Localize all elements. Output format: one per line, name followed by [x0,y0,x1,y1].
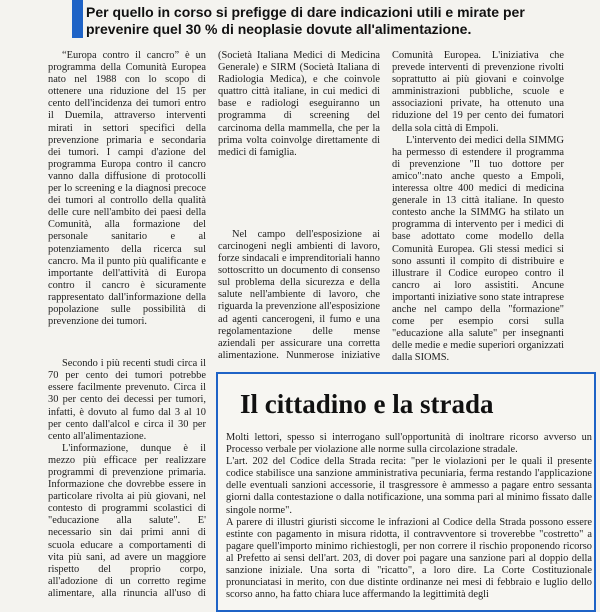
paragraph: L'art. 202 del Codice della Strada recita: "per le violazioni per le quali il presente codice stabilisce una sanzione amministrativa pecuniaria, ferma restando l'applicazione delle eventuali sanzioni accessorie, il trasgressore è ammesso a pagare entro sessanta giorni dalla contestazione o dalla notificazione, una somma pari al minimo fissato dalle singole norme". [226,456,592,516]
paragraph: Nel campo dell'esposizione ai carcinogeni negli ambienti di lavoro, forze sindacali e imprenditoriali hanno sottoscritto un documento di consenso sul problema della sicurezza e della salute nell'ambiente di lavoro, che riguarda la prevenzione all'esposizione ad agenti cancerogeni, il fumo e una regolamentazione delle mense aziendali per assicurare una corretta alimentazione. Nunmerose iniziative [218,228,380,360]
article-column-3 [392,50,564,366]
paragraph: A parere di illustri giuristi siccome le infrazioni al Codice della Strada possono essere estinte con pagamento in misura ridotta, il contravventore si troverebbe "costretto" a pagare quell'importo minimo richiestogli, per non correre il rischio proponendo ricorso al Prefetto ai sensi dell'art. 203, di dover poi pagare una sanzione pari al doppio della sanzione iniziale. Una sorta di "ricatto", a loro dire. La Corte Costituzionale pronunciatasi in merito, con due distinte ordinanze nei mesi di febbraio e luglio dello scorso anno, ha fatto chiara luce affermando la legittimità degli [226,516,592,601]
box-body [226,432,592,601]
article-column-1 [48,50,206,600]
paragraph: (Società Italiana Medici di Medicina Generale) e SIRM (Società Italiana di Radiologia Medica), e che coinvole quattro città italiane, in cui medici di base e radiologi eseguiranno un programma di screening del carcinoma della mammella, che per la prima volta coinvolge direttamente di medici di famiglia. [218,50,380,158]
sidebar-article-box [216,372,596,612]
paragraph: “Europa contro il cancro” è un programma della Comunità Europea nato nel 1988 con lo scopo di ottenere una riduzione del 15 per cento dell'incidenza dei tumori entro il Duemila, attraverso interventi mirati in settori specifici della prevenzione primaria e secondaria dei tumori. I campi d'azione del programma Europa contro il cancro vanno dalla diffusione di protocolli per lo screening e la diagnosi precoce dei tumori al controllo della qualità delle cure nell'ambito dei paesi della Comunità, alla formazione del personale sanitario e al potenziamento della ricerca sul cancro. Ma il punto più qualificante e importante dell'attività di Europa contro il cancro è sicuramente rappresentato dall'informazione della popolazione sulle possibilità di prevenzione dei tumori. [48,50,206,328]
paragraph: Secondo i più recenti studi circa il 70 per cento dei tumori potrebbe essere facilmente prevenuto. Circa il 30 per cento dei decessi per tumori, infatti, è dovuto al fumo dal 3 al 10 per cento dall'alcol e circa il 30 per cento all'alimentazione. [48,358,206,442]
box-title: Il cittadino e la strada [240,389,494,419]
paragraph: L'informazione, dunque è il mezzo più efficace per realizzare programmi di prevenzione primaria. Informazione che dovrebbe essere in particolare rivolta ai più giovani, nel contesto di programmi scolastici di "educazione alla salute". E' necessario sin dai primi anni di scuola educare a comportamenti di vita più sani, ad avere un maggiore rispetto del proprio corpo, all'adozione di un corretto regime alimentare, alla rinuncia all'uso di [48,442,206,599]
accent-bar [72,0,83,38]
paragraph: L'intervento dei medici della SIMMG ha permesso di estendere il programma di prevenzione "Il tuo dottore per amico":nato anche questo a Empoli, interessa oltre 400 medici di medicina generale in 13 città italiane. In questo contesto anche la SIMMG ha stilato un programma di intervento per i medici di base adottato come modello della Comunità Europea. Gli stessi medici si sono assunti il compito di distribuire e illustrare il Codice europeo contro il cancro ai loro assistiti. Ancune importanti iniziative sono state intraprese anche nel campo della "formazione" come per esempio corsi sulla "educazione alla salute" per insegnanti delle medie e medie superiori organizzati dalla SIOMS. [392,134,564,364]
article-column-2 [218,50,380,360]
paragraph: Molti lettori, spesso si interrogano sull'opportunità di inoltrare ricorso avverso un Processo verbale per violazione alle norme sulla circolazione stradale. [226,432,592,456]
paragraph: Comunità Europea. L'iniziativa che prevede interventi di prevenzione rivolti soprattutto ai più giovani e coinvolge amministrazioni pubbliche, scuole e associazioni private, ha ottenuto una riduzione del 19 per cento dei fumatori della sola città di Empoli. [392,50,564,134]
article-headline: Per quello in corso si prefigge di dare indicazioni utili e mirate per prevenire quel 30 % di neoplasie dovute all'alimentazione. [86,4,525,37]
